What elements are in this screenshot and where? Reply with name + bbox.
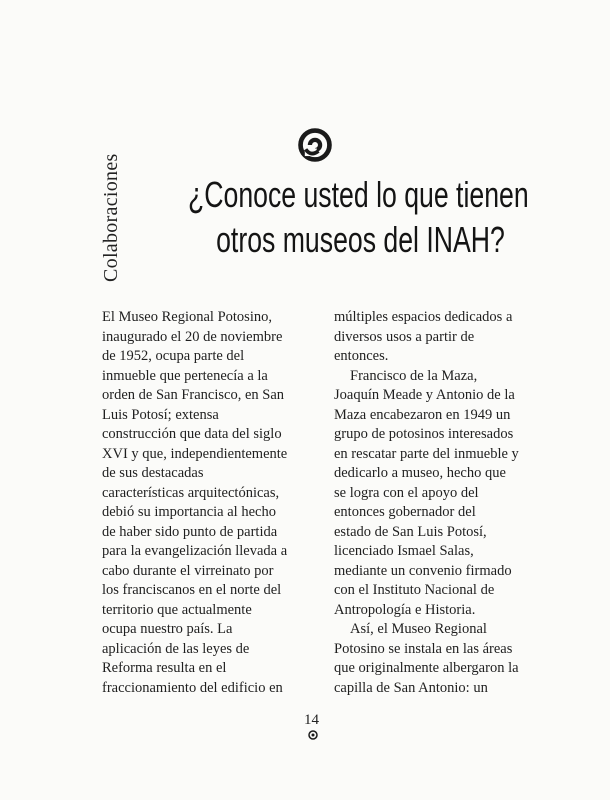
text-line: características arquitectónicas,: [102, 484, 280, 501]
title-line-1: ¿Conoce usted lo que tienen: [188, 174, 529, 215]
text-line: de haber sido punto de partida: [102, 523, 278, 540]
text-line: construcción que data del siglo: [102, 426, 282, 442]
text-line: entonces.: [334, 348, 389, 364]
text-line: Maza encabezaron en 1949 un: [334, 406, 511, 423]
text-line: entonces gobernador del: [334, 504, 476, 520]
text-line: Antropología e Historia.: [334, 601, 476, 618]
inah-spiral-small-icon: [308, 730, 318, 740]
text-line: cabo durante el virreinato por: [102, 562, 274, 579]
text-line: múltiples espacios dedicados a: [334, 309, 513, 325]
text-line: El Museo Regional Potosino,: [102, 309, 272, 325]
text-line: se logra con el apoyo del: [334, 484, 479, 501]
title-line-2: otros museos del INAH?: [216, 219, 505, 260]
text-line: capilla de San Antonio: un: [334, 679, 488, 696]
text-line: ocupa nuestro país. La: [102, 621, 233, 637]
text-line: inaugurado el 20 de noviembre: [102, 328, 283, 345]
text-line: Joaquín Meade y Antonio de la: [334, 387, 515, 403]
text-line: Así, el Museo Regional: [350, 621, 487, 637]
text-line: los franciscanos en el norte del: [102, 582, 282, 598]
text-line: inmueble que pertenecía a la: [102, 367, 268, 384]
text-line: fraccionamiento del edificio en: [102, 679, 283, 696]
text-line: Francisco de la Maza,: [350, 367, 478, 384]
text-line: XVI y que, independientemente: [102, 445, 288, 462]
text-line: en rescatar parte del inmueble y: [334, 445, 519, 462]
text-line: Reforma resulta en el: [102, 660, 227, 676]
text-column-right: [334, 308, 549, 698]
text-line: dedicarlo a museo, hecho que: [334, 465, 506, 481]
article-title: [188, 172, 529, 262]
text-line: estado de San Luis Potosí,: [334, 523, 487, 540]
text-line: debió su importancia al hecho: [102, 504, 276, 520]
text-line: con el Instituto Nacional de: [334, 582, 495, 598]
text-line: diversos usos a partir de: [334, 328, 475, 345]
text-line: para la evangelización llevada a: [102, 543, 288, 559]
text-line: aplicación de las leyes de: [102, 640, 250, 657]
section-label: Colaboraciones: [100, 153, 122, 282]
text-line: grupo de potosinos interesados: [334, 426, 514, 442]
text-line: licenciado Ismael Salas,: [334, 543, 474, 559]
text-line: orden de San Francisco, en San: [102, 387, 285, 403]
text-line: territorio que actualmente: [102, 601, 252, 618]
text-line: Potosino se instala en las áreas: [334, 640, 513, 657]
text-line: que originalmente albergaron la: [334, 660, 519, 676]
text-line: Luis Potosí; extensa: [102, 406, 219, 423]
text-line: de 1952, ocupa parte del: [102, 348, 245, 364]
text-column-left: [102, 308, 317, 698]
text-line: mediante un convenio firmado: [334, 562, 512, 579]
page-number: 14: [304, 712, 319, 728]
inah-spiral-icon: [298, 128, 332, 162]
text-line: de sus destacadas: [102, 465, 204, 481]
